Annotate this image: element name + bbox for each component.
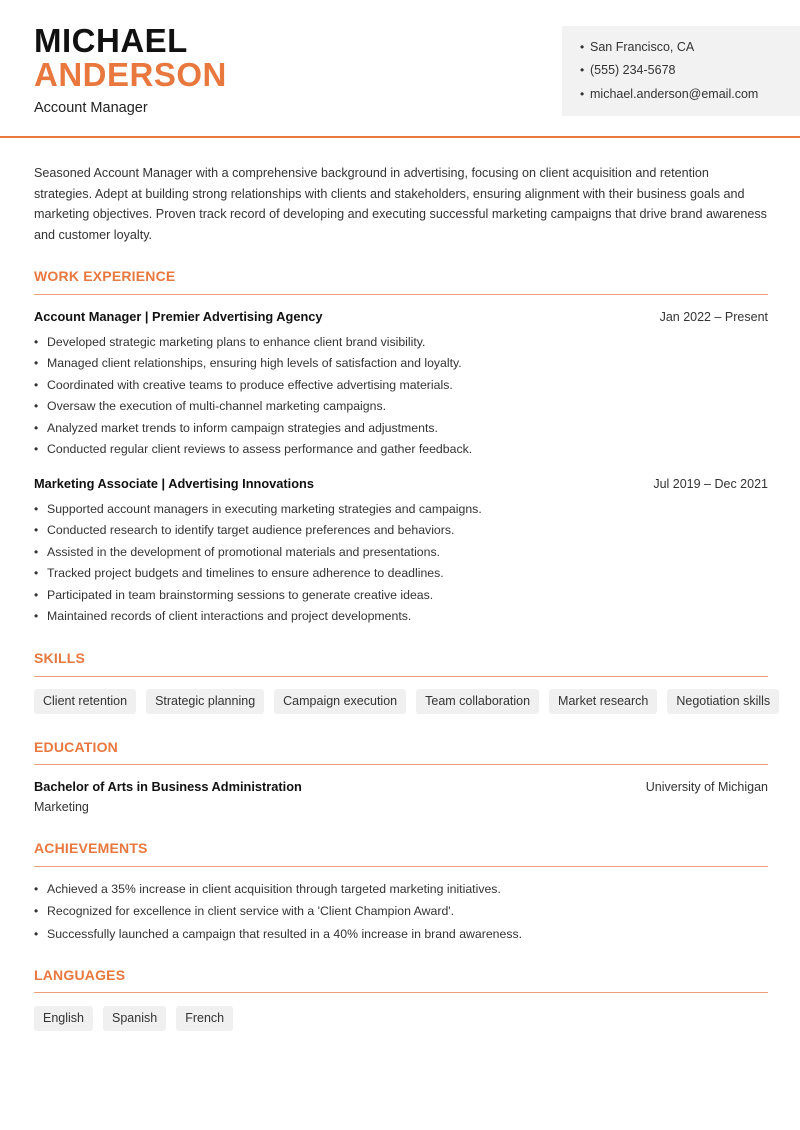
bullet-text: Tracked project budgets and timelines to ensure adherence to deadlines.: [47, 566, 444, 581]
bullet-icon: •: [34, 587, 39, 602]
achievements-list: [34, 878, 768, 945]
bullet-icon: •: [34, 904, 39, 919]
email-text: michael.anderson@email.com: [590, 86, 759, 101]
bullet-icon: •: [34, 399, 39, 414]
skill-chip: Client retention: [34, 689, 136, 714]
skill-chip: Team collaboration: [416, 689, 539, 714]
job-heading: Account Manager | Premier Advertising Agency: [34, 309, 323, 324]
job-dates: Jan 2022 – Present: [659, 310, 768, 324]
bullet-text: Conducted regular client reviews to assess performance and gather feedback.: [47, 442, 473, 457]
job-dates: Jul 2019 – Dec 2021: [653, 477, 768, 491]
bullet-text: Recognized for excellence in client service with a 'Client Champion Award'.: [47, 904, 455, 919]
list-item: [34, 542, 768, 563]
bullet-icon: •: [34, 566, 39, 581]
skill-chip: Market research: [549, 689, 657, 714]
education-school: University of Michigan: [645, 780, 768, 794]
bullet-text: Assisted in the development of promotional materials and presentations.: [47, 544, 441, 559]
contact-email: [580, 85, 800, 108]
skill-chip: Negotiation skills: [667, 689, 779, 714]
section-divider: [34, 294, 768, 295]
section-title-achievements: ACHIEVEMENTS: [34, 840, 148, 856]
skills-list: [34, 689, 779, 714]
bullet-icon: •: [34, 502, 39, 516]
bullet-icon: •: [580, 63, 585, 78]
languages-list: [34, 1006, 233, 1031]
section-divider: [34, 992, 768, 993]
bullet-icon: •: [34, 523, 39, 538]
list-item: [34, 900, 768, 922]
contact-box: [562, 26, 800, 116]
section-divider: [34, 676, 768, 677]
bullet-text: Participated in team brainstorming sessions to generate creative ideas.: [47, 587, 434, 602]
list-item: [34, 520, 768, 541]
location-text: San Francisco, CA: [590, 40, 695, 54]
bullet-icon: •: [34, 926, 39, 941]
bullet-text: Supported account managers in executing marketing strategies and campaigns.: [47, 502, 482, 516]
section-divider: [34, 866, 768, 867]
job-heading: Marketing Associate | Advertising Innovations: [34, 476, 314, 491]
bullet-text: Managed client relationships, ensuring high levels of satisfaction and loyalty.: [47, 356, 462, 371]
education-field: Marketing: [34, 800, 89, 814]
language-chip: English: [34, 1006, 93, 1031]
bullet-icon: •: [34, 356, 39, 371]
job-bullet-list: [34, 499, 768, 627]
summary-paragraph: Seasoned Account Manager with a comprehensive background in advertising, focusing on client acquisition and retention strategies. Adept at building strong relationships with clients and stakeholders, ensuring alignment with their business goals and marketing objectives. Proven track record of developing and executing successful marketing campaigns that drive brand awareness and customer loyalty.: [34, 166, 767, 242]
bullet-icon: •: [580, 40, 585, 54]
list-item: [34, 396, 768, 417]
bullet-icon: •: [34, 377, 39, 392]
list-item: [34, 563, 768, 584]
bullet-icon: •: [34, 882, 39, 896]
section-title-languages: LANGUAGES: [34, 967, 126, 983]
bullet-text: Oversaw the execution of multi-channel marketing campaigns.: [47, 399, 387, 414]
list-item: [34, 878, 768, 900]
list-item: [34, 923, 768, 945]
contact-location: [580, 38, 800, 61]
list-item: [34, 353, 768, 374]
section-title-skills: SKILLS: [34, 650, 85, 666]
bullet-icon: •: [580, 86, 585, 101]
bullet-text: Successfully launched a campaign that resulted in a 40% increase in brand awareness.: [47, 926, 523, 941]
list-item: [34, 499, 768, 520]
skill-chip: Strategic planning: [146, 689, 264, 714]
language-chip: Spanish: [103, 1006, 166, 1031]
bullet-text: Coordinated with creative teams to produce effective advertising materials.: [47, 377, 453, 392]
section-title-work-experience: WORK EXPERIENCE: [34, 268, 176, 284]
first-name: MICHAEL: [34, 22, 188, 59]
education-heading-row: [34, 779, 768, 794]
job-title: Account Manager: [34, 100, 148, 116]
bullet-icon: •: [34, 544, 39, 559]
resume-header: [0, 0, 800, 138]
job-heading-row: [34, 309, 768, 324]
bullet-icon: •: [34, 335, 39, 349]
bullet-text: Achieved a 35% increase in client acquisition through targeted marketing initiatives.: [47, 882, 501, 896]
bullet-text: Conducted research to identify target audience preferences and behaviors.: [47, 523, 455, 538]
bullet-icon: •: [34, 420, 39, 435]
list-item: [34, 332, 768, 353]
education-degree: Bachelor of Arts in Business Administration: [34, 779, 302, 794]
list-item: [34, 439, 768, 460]
section-divider: [34, 764, 768, 765]
bullet-icon: •: [34, 609, 39, 624]
skill-chip: Campaign execution: [274, 689, 406, 714]
bullet-icon: •: [34, 442, 39, 457]
bullet-text: Analyzed market trends to inform campaign strategies and adjustments.: [47, 420, 438, 435]
phone-text: (555) 234-5678: [590, 63, 676, 78]
job-bullet-list: [34, 332, 768, 460]
section-title-education: EDUCATION: [34, 739, 118, 755]
last-name: ANDERSON: [34, 56, 227, 93]
job-heading-row: [34, 476, 768, 491]
language-chip: French: [176, 1006, 233, 1031]
bullet-text: Maintained records of client interactions and project developments.: [47, 609, 412, 624]
list-item: [34, 418, 768, 439]
contact-phone: [580, 61, 800, 84]
bullet-text: Developed strategic marketing plans to enhance client brand visibility.: [47, 335, 426, 349]
list-item: [34, 585, 768, 606]
list-item: [34, 606, 768, 627]
list-item: [34, 375, 768, 396]
